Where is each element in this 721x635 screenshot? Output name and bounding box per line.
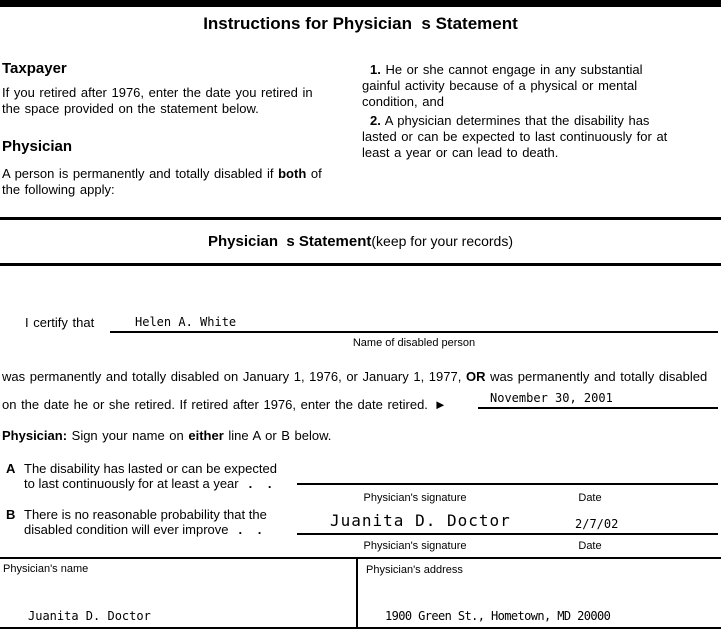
- text-line: [362, 113, 720, 129]
- bold-both: both: [278, 166, 307, 181]
- text-segment: of: [306, 166, 322, 181]
- text-line: [2, 166, 358, 182]
- text-segment: line A or B below.: [223, 428, 332, 443]
- statement-header: [0, 233, 721, 251]
- text-line: the space provided on the statement below.: [2, 101, 259, 116]
- text-line: [24, 522, 267, 537]
- text-line: The disability has lasted or can be expected: [24, 461, 277, 476]
- text-segment: was permanently and totally disabled on January 1, 1976, or January 1, 1977,: [2, 369, 466, 384]
- physician-address-value[interactable]: 1900 Green St., Hometown, MD 20000: [385, 609, 611, 623]
- line-b-signature-value[interactable]: Juanita D. Doctor: [330, 511, 511, 530]
- text-segment: A person is permanently and totally disabled if: [2, 166, 279, 181]
- text-line: There is no reasonable probability that the: [24, 507, 267, 522]
- taxpayer-heading: Taxpayer: [2, 60, 67, 77]
- name-fill-line[interactable]: [110, 331, 718, 333]
- line-a-signature-line[interactable]: [297, 483, 718, 485]
- line-b-signature-line[interactable]: [297, 533, 718, 535]
- text-segment: on the date he or she retired. If retired after 1976, enter the date retired.: [2, 397, 428, 412]
- line-a-date-label: Date: [578, 492, 602, 504]
- condition-item-2: [362, 113, 720, 161]
- line-b-signature-label: Physician's signature: [363, 540, 467, 552]
- physician-heading: Physician: [2, 138, 73, 155]
- footer-box-divider: [356, 557, 358, 629]
- statement-paragraph-line2: [2, 397, 447, 413]
- dot-leader: . .: [248, 476, 278, 491]
- retired-date-fill-line[interactable]: [478, 407, 718, 409]
- text-line: least a year or can lead to death.: [362, 145, 559, 160]
- taxpayer-paragraph: [2, 85, 358, 117]
- statement-paragraph-line1: [2, 369, 707, 385]
- line-b-text: [24, 507, 267, 537]
- text-line: condition, and: [362, 94, 444, 109]
- bold-either: either: [188, 428, 224, 443]
- dot-leader: . .: [238, 522, 268, 537]
- text-line: the following apply:: [2, 182, 115, 197]
- physician-address-label: Physician's address: [366, 564, 463, 576]
- bold-physician: Physician:: [2, 428, 68, 443]
- statement-header-title: Physician s Statement: [207, 233, 372, 250]
- text-line: [362, 62, 720, 78]
- line-a-letter: A: [6, 461, 16, 476]
- physician-name-value[interactable]: Juanita D. Doctor: [28, 609, 151, 623]
- item-number: 1.: [370, 62, 381, 77]
- section-rule-top: [0, 217, 721, 220]
- line-a-text: [24, 461, 277, 491]
- bold-or: OR: [465, 369, 486, 384]
- sign-instruction: [2, 428, 331, 444]
- text-line: If you retired after 1976, enter the date you retired in: [2, 85, 313, 100]
- text-segment: Sign your name on: [67, 428, 189, 443]
- text-segment: disabled condition will ever improve: [24, 522, 229, 537]
- line-a-signature-label: Physician's signature: [363, 492, 467, 504]
- page-title: Instructions for Physician s Statement: [203, 14, 518, 33]
- section-rule-bottom: [0, 263, 721, 266]
- line-b-letter: B: [6, 507, 16, 522]
- statement-header-note: (keep for your records): [371, 233, 513, 249]
- name-caption: Name of disabled person: [352, 337, 476, 349]
- item-number: 2.: [370, 113, 381, 128]
- top-rule: [0, 0, 721, 7]
- arrow-pointer-icon: ►: [433, 397, 447, 412]
- certify-label: I certify that: [25, 315, 95, 330]
- physician-paragraph: [2, 166, 358, 198]
- text-segment: He or she cannot engage in any substantial: [380, 62, 643, 77]
- retired-date-value[interactable]: November 30, 2001: [490, 391, 613, 405]
- physician-name-label: Physician's name: [3, 563, 89, 575]
- line-b-date-value[interactable]: 2/7/02: [575, 517, 619, 531]
- text-line: gainful activity because of a physical or mental: [362, 78, 638, 93]
- line-b-date-label: Date: [578, 540, 602, 552]
- text-segment: was permanently and totally disabled: [485, 369, 708, 384]
- text-line: lasted or can be expected to last continuously for at: [362, 129, 668, 144]
- footer-box-bottom-border: [0, 627, 721, 629]
- text-segment: to last continuously for at least a year: [24, 476, 239, 491]
- footer-box-top-border: [0, 557, 721, 559]
- text-segment: A physician determines that the disability has: [380, 113, 650, 128]
- disabled-person-name-value[interactable]: Helen A. White: [135, 315, 237, 329]
- condition-item-1: [362, 62, 720, 110]
- text-line: [24, 476, 277, 491]
